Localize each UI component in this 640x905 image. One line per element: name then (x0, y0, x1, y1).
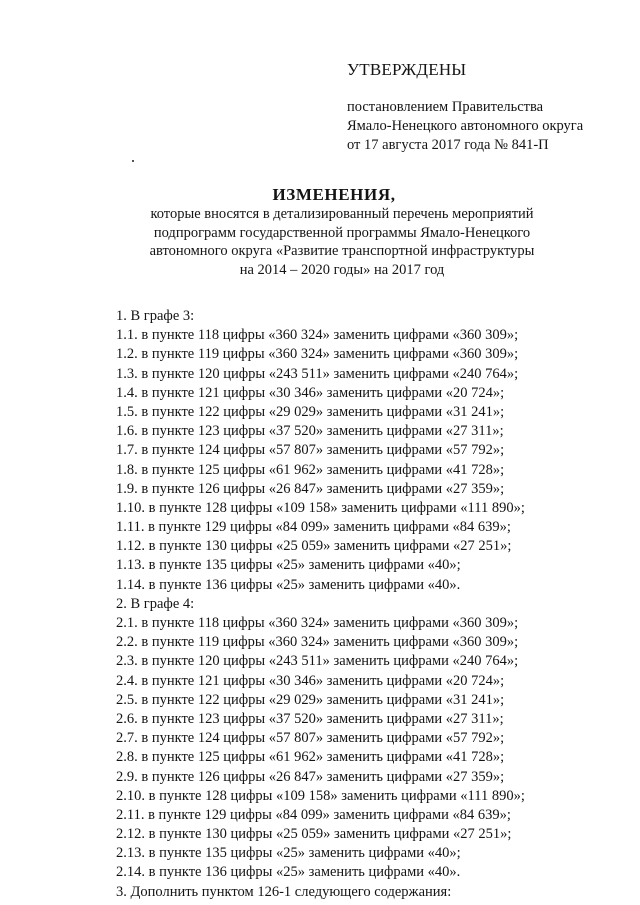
document-header (0, 184, 640, 279)
change-item: 2.13. в пункте 135 цифры «25» заменить цифрами «40»; (116, 845, 461, 862)
approval-line-date-number: от 17 августа 2017 года № 841-П (347, 137, 549, 153)
approval-line-government: Ямало-Ненецкого автономного округа (347, 118, 584, 134)
change-item: 1.9. в пункте 126 цифры «26 847» заменить цифрами «27 359»; (116, 480, 505, 497)
change-item: 1.5. в пункте 122 цифры «29 029» заменить цифрами «31 241»; (116, 403, 505, 420)
change-item: 1.11. в пункте 129 цифры «84 099» заменить цифрами «84 639»; (116, 519, 511, 536)
change-item: 1.1. в пункте 118 цифры «360 324» заменить цифрами «360 309»; (116, 327, 519, 344)
approval-line-resolution: постановлением Правительства (347, 99, 544, 115)
change-item: 1.13. в пункте 135 цифры «25» заменить цифрами «40»; (116, 557, 461, 574)
change-item: 1.12. в пункте 130 цифры «25 059» заменить цифрами «27 251»; (116, 538, 512, 555)
change-item: 1.3. в пункте 120 цифры «243 511» заменить цифрами «240 764»; (116, 365, 519, 382)
change-item: 2.3. в пункте 120 цифры «243 511» заменить цифрами «240 764»; (116, 653, 519, 670)
document-subtitle-line: подпрограмм государственной программы Ямало-Ненецкого (153, 224, 531, 241)
change-item: 2.5. в пункте 122 цифры «29 029» заменить цифрами «31 241»; (116, 691, 505, 708)
change-item: 1. В графе 3: (116, 308, 195, 324)
change-item: 2.4. в пункте 121 цифры «30 346» заменить цифрами «20 724»; (116, 672, 505, 689)
change-item: 2.10. в пункте 128 цифры «109 158» заменить цифрами «111 890»; (116, 787, 525, 804)
approved-title: УТВЕРЖДЕНЫ (347, 60, 467, 79)
change-item: 2.11. в пункте 129 цифры «84 099» заменить цифрами «84 639»; (116, 806, 511, 823)
document-subtitle-line: которые вносятся в детализированный перечень мероприятий (150, 206, 534, 222)
document-subtitle-line: автономного округа «Развитие транспортной инфраструктуры (149, 243, 535, 259)
scan-speck (132, 160, 134, 162)
changes-list (116, 307, 525, 902)
change-item: 2.12. в пункте 130 цифры «25 059» заменить цифрами «27 251»; (116, 826, 512, 843)
document-subtitle-line: на 2014 – 2020 годы» на 2017 год (239, 261, 445, 278)
change-item: 1.7. в пункте 124 цифры «57 807» заменить цифрами «57 792»; (116, 442, 505, 459)
change-item: 2.7. в пункте 124 цифры «57 807» заменить цифрами «57 792»; (116, 730, 505, 747)
change-item: 2.6. в пункте 123 цифры «37 520» заменить цифрами «27 311»; (116, 710, 504, 727)
change-item: 1.4. в пункте 121 цифры «30 346» заменить цифрами «20 724»; (116, 384, 505, 401)
change-item: 1.6. в пункте 123 цифры «37 520» заменить цифрами «27 311»; (116, 423, 504, 440)
change-item: 2. В графе 4: (116, 595, 195, 612)
change-item: 2.2. в пункте 119 цифры «360 324» заменить цифрами «360 309»; (116, 634, 519, 651)
change-item: 3. Дополнить пунктом 126-1 следующего содержания: (116, 883, 452, 900)
change-item: 1.2. в пункте 119 цифры «360 324» заменить цифрами «360 309»; (116, 346, 519, 363)
change-item: 2.9. в пункте 126 цифры «26 847» заменить цифрами «27 359»; (116, 768, 505, 785)
change-item: 1.14. в пункте 136 цифры «25» заменить цифрами «40». (116, 576, 461, 593)
change-item: 2.8. в пункте 125 цифры «61 962» заменить цифрами «41 728»; (116, 749, 505, 766)
change-item: 2.1. в пункте 118 цифры «360 324» заменить цифрами «360 309»; (116, 615, 519, 631)
change-item: 1.10. в пункте 128 цифры «109 158» заменить цифрами «111 890»; (116, 499, 525, 516)
document-title: ИЗМЕНЕНИЯ, (272, 185, 396, 204)
change-item: 2.14. в пункте 136 цифры «25» заменить цифрами «40». (116, 864, 461, 881)
change-item: 1.8. в пункте 125 цифры «61 962» заменить цифрами «41 728»; (116, 461, 505, 478)
